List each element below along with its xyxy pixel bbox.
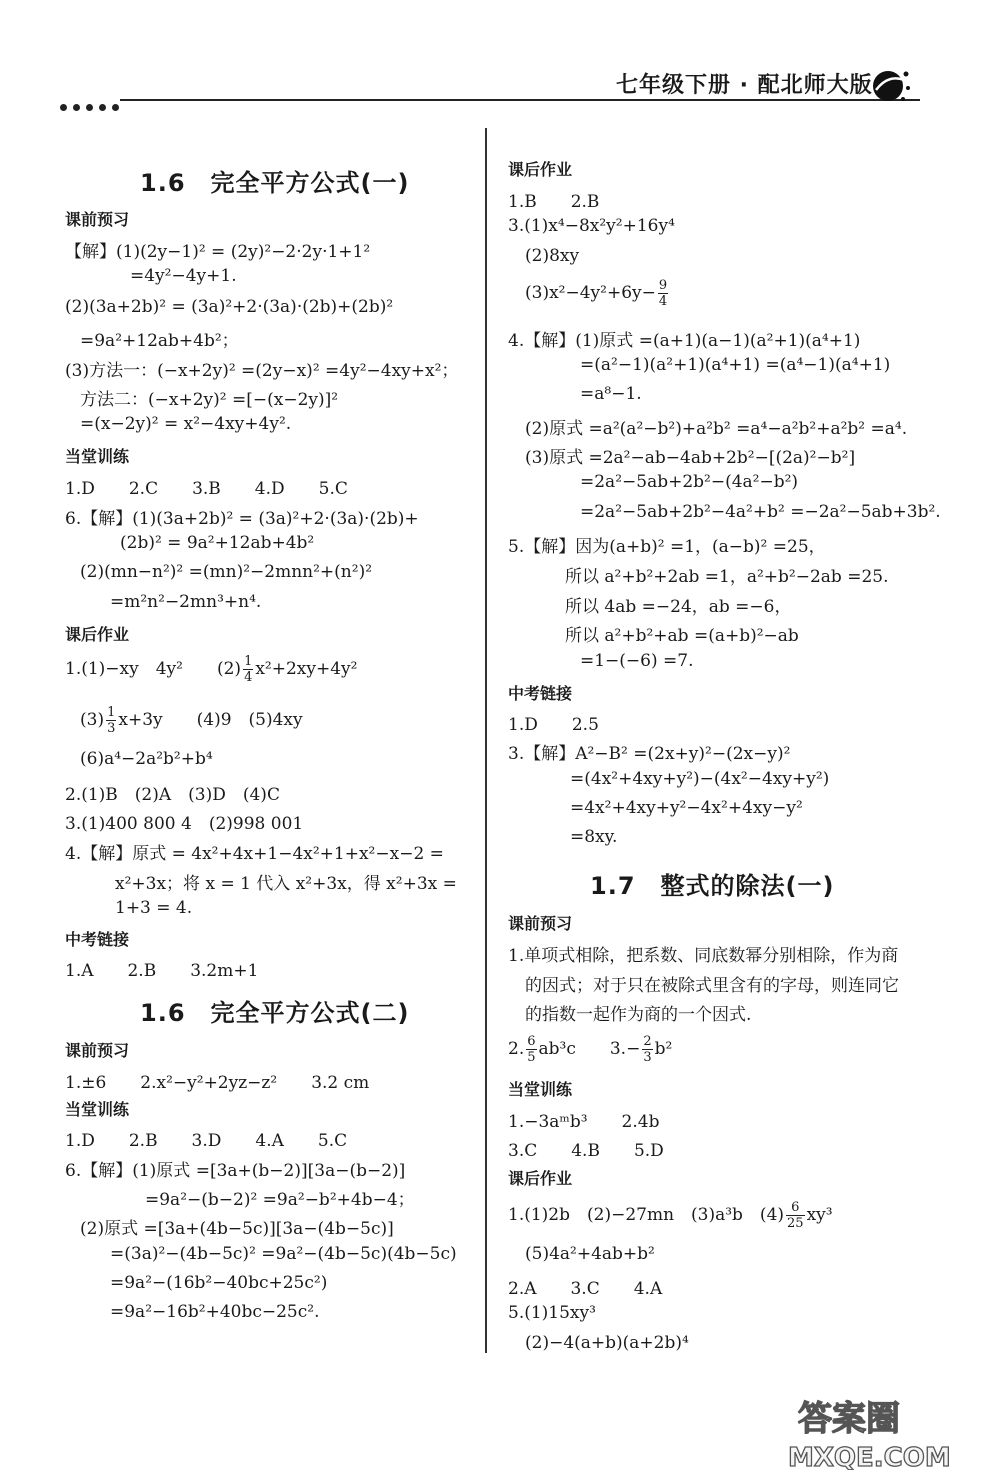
answer-line: (2)(mn−n²)² =(mn)²−2mnn²+(n²)²: [80, 562, 373, 582]
answer-line: 5.【解】因为(a+b)² =1，(a−b)² =25，: [508, 537, 826, 557]
answer-line: =4y²−4y+1.: [130, 266, 237, 286]
answer-line: (3)x²−4y²+6y− $\frac{9}{4}$: [525, 278, 668, 309]
watermark-top-text: 答案圈: [798, 1399, 900, 1439]
subheading: 当堂训练: [65, 1100, 130, 1119]
answer-line: 1.D 2.C 3.B 4.D 5.C: [65, 479, 348, 499]
answer-line: =1−(−6) =7.: [580, 651, 694, 671]
answer-line: 【解】(1)(2y−1)² = (2y)²−2·2y·1+1²: [65, 242, 371, 262]
subheading: 课后作业: [65, 625, 130, 644]
answer-line: 的指数一起作为商的一个因式.: [525, 1005, 752, 1025]
answer-line: 1.D 2.B 3.D 4.A 5.C: [65, 1131, 348, 1151]
subheading: 课前预习: [65, 210, 130, 229]
answer-line: (3) $\frac{1}{3}$ x+3y (4)9 (5)4xy: [80, 705, 303, 736]
answer-line: 4.【解】(1)原式 =(a+1)(a−1)(a²+1)(a⁴+1): [508, 331, 861, 351]
fraction: $\frac{6}{25}$: [787, 1200, 804, 1231]
answer-line: =(x−2y)² = x²−4xy+4y².: [80, 414, 292, 434]
header-rule: [120, 99, 920, 101]
fraction: $\frac{2}{3}$: [643, 1034, 652, 1065]
fraction: $\frac{1}{3}$: [107, 705, 116, 736]
answer-line: 1.(1)−xy 4y² (2) $\frac{1}{4}$ x²+2xy+4y²: [65, 654, 358, 685]
answer-line: 的因式；对于只在被除式里含有的字母，则连同它: [525, 976, 899, 996]
answer-line: 2. $\frac{6}{5}$ ab³c 3.− $\frac{2}{3}$ b²: [508, 1034, 673, 1065]
answer-line: 5.(1)15xy³: [508, 1303, 596, 1323]
page-header: [60, 62, 940, 112]
answer-line: 1.单项式相除，把系数、同底数幂分别相除，作为商: [508, 946, 899, 966]
answer-line: (2)8xy: [525, 246, 580, 266]
answer-line: (2b)² = 9a²+12ab+4b²: [120, 533, 315, 553]
answer-line: 2.(1)B (2)A (3)D (4)C: [65, 785, 280, 805]
section-title: 1.7 整式的除法(一): [590, 872, 835, 900]
subheading: 课前预习: [65, 1041, 130, 1060]
answer-line: =9a²+12ab+4b²；: [80, 331, 239, 351]
fraction: $\frac{6}{5}$: [527, 1034, 536, 1065]
answer-line: 1+3 = 4.: [115, 898, 193, 918]
answer-line: =9a²−(16b²−40bc+25c²): [110, 1273, 328, 1293]
watermark-logo: [778, 1390, 988, 1470]
subheading: 当堂训练: [65, 447, 130, 466]
subheading: 课后作业: [508, 160, 573, 179]
answer-line: =9a²−(b−2)² =9a²−b²+4b−4；: [145, 1190, 415, 1210]
answer-line: 6.【解】(1)原式 =[3a+(b−2)][3a−(b−2)]: [65, 1161, 406, 1181]
answer-line: (6)a⁴−2a²b²+b⁴: [80, 749, 213, 769]
fraction: $\frac{1}{4}$: [244, 654, 253, 685]
section-title: 1.6 完全平方公式(二): [140, 999, 410, 1027]
answer-line: =a⁸−1.: [580, 384, 642, 404]
header-dots: [60, 96, 125, 115]
answer-line: =(a²−1)(a²+1)(a⁴+1) =(a⁴−1)(a⁴+1): [580, 355, 891, 375]
answer-line: =(3a)²−(4b−5c)² =9a²−(4b−5c)(4b−5c): [110, 1244, 457, 1264]
subheading: 课后作业: [508, 1169, 573, 1188]
section-title: 1.6 完全平方公式(一): [140, 169, 410, 197]
answer-line: =2a²−5ab+2b²−(4a²−b²): [580, 472, 799, 492]
answer-line: 1.(1)2b (2)−27mn (3)a³b (4) $\frac{6}{25}$ xy³: [508, 1200, 833, 1231]
answer-line: 3.【解】A²−B² =(2x+y)²−(2x−y)²: [508, 744, 791, 764]
answer-line: 3.C 4.B 5.D: [508, 1141, 664, 1161]
answer-line: 1.A 2.B 3.2m+1: [65, 961, 259, 981]
answer-line: (2)原式 =a²(a²−b²)+a²b² =a⁴−a²b²+a²b² =a⁴.: [525, 419, 908, 439]
column-divider: [485, 128, 487, 1353]
answer-line: 3.(1)400 800 4 (2)998 001: [65, 814, 304, 834]
answer-line: 4.【解】原式 = 4x²+4x+1−4x²+1+x²−x−2 =: [65, 844, 444, 864]
answer-line: (2)−4(a+b)(a+2b)⁴: [525, 1333, 689, 1353]
answer-line: x²+3x；将 x = 1 代入 x²+3x，得 x²+3x =: [115, 874, 457, 894]
answer-line: (2)(3a+2b)² = (3a)²+2·(3a)·(2b)+(2b)²: [65, 297, 394, 317]
answer-line: 所以 4ab =−24，ab =−6，: [565, 597, 792, 617]
answer-line: 方法二：(−x+2y)² =[−(x−2y)]²: [80, 390, 339, 410]
watermark-bottom-text: MXQE.COM: [788, 1443, 951, 1470]
book-title: 七年级下册 · 配北师大版: [616, 73, 873, 98]
answer-line: (5)4a²+4ab+b²: [525, 1244, 655, 1264]
answer-line: =4x²+4xy+y²−4x²+4xy−y²: [570, 798, 803, 818]
answer-line: =8xy.: [570, 827, 618, 847]
answer-line: 1.−3aᵐb³ 2.4b: [508, 1112, 660, 1132]
answer-line: (2)原式 =[3a+(4b−5c)][3a−(4b−5c)]: [80, 1219, 394, 1239]
subheading: 课前预习: [508, 914, 573, 933]
answer-line: 所以 a²+b²+ab =(a+b)²−ab: [565, 626, 799, 646]
answer-line: (3)方法一：(−x+2y)² =(2y−x)² =4y²−4xy+x²；: [65, 361, 459, 381]
subheading: 中考链接: [508, 684, 573, 703]
answer-line: 6.【解】(1)(3a+2b)² = (3a)²+2·(3a)·(2b)+: [65, 509, 419, 529]
answer-line: =m²n²−2mn³+n⁴.: [110, 592, 262, 612]
answer-line: 3.(1)x⁴−8x²y²+16y⁴: [508, 216, 675, 236]
answer-line: =9a²−16b²+40bc−25c².: [110, 1302, 320, 1322]
fraction: $\frac{9}{4}$: [658, 278, 668, 309]
answer-line: 1.±6 2.x²−y²+2yz−z² 3.2 cm: [65, 1073, 370, 1093]
answer-line: 1.B 2.B: [508, 192, 600, 212]
book-logo-icon: [870, 66, 910, 106]
subheading: 中考链接: [65, 930, 130, 949]
answer-line: =(4x²+4xy+y²)−(4x²−4xy+y²): [570, 769, 830, 789]
answer-line: 所以 a²+b²+2ab =1，a²+b²−2ab =25.: [565, 567, 889, 587]
answer-line: (3)原式 =2a²−ab−4ab+2b²−[(2a)²−b²]: [525, 448, 856, 468]
answer-line: 2.A 3.C 4.A: [508, 1279, 663, 1299]
answer-line: 1.D 2.5: [508, 715, 599, 735]
answer-line: =2a²−5ab+2b²−4a²+b² =−2a²−5ab+3b².: [580, 502, 941, 522]
subheading: 当堂训练: [508, 1080, 573, 1099]
